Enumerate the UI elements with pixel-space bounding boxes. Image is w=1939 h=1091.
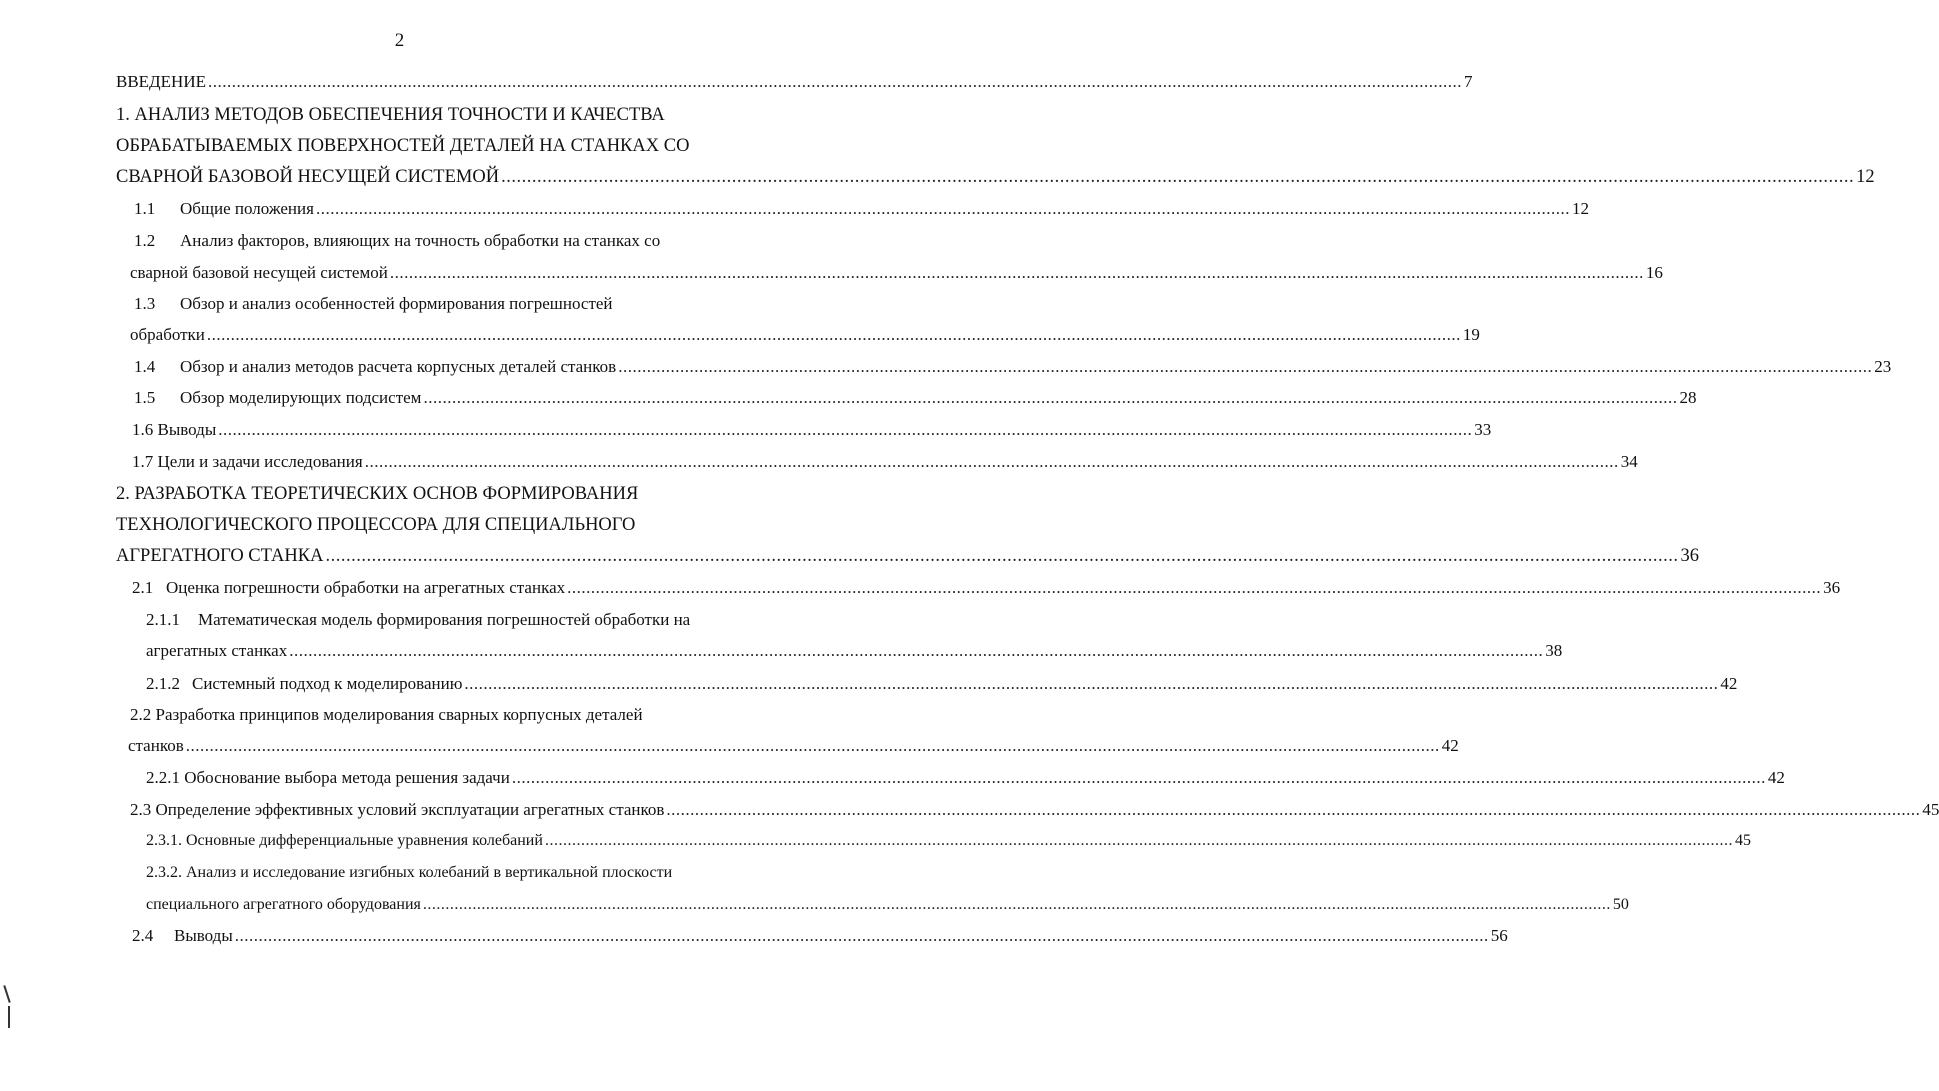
- toc-title: 2. РАЗРАБОТКА ТЕОРЕТИЧЕСКИХ ОСНОВ ФОРМИРОВАНИЯ: [116, 484, 639, 504]
- toc-leader: [316, 194, 1570, 224]
- toc-entry-1-2-line1: [134, 226, 761, 256]
- toc-title: обработки: [130, 325, 205, 344]
- toc-page: 7: [1463, 72, 1473, 91]
- toc-number: 1.2: [134, 231, 156, 250]
- toc-page: 42: [1441, 736, 1459, 755]
- toc-leader: [218, 415, 1472, 445]
- toc-page: 42: [1720, 674, 1738, 693]
- page-number: 2: [394, 30, 405, 51]
- toc-entry-2-1: [132, 573, 1841, 603]
- toc-number: 1.4: [134, 357, 156, 376]
- toc-entry-2-3-2-line1: [146, 858, 761, 888]
- toc-entry-1-6: [132, 415, 1492, 445]
- scan-artifact-mark: [8, 1006, 10, 1028]
- toc-title: ТЕХНОЛОГИЧЕСКОГО ПРОЦЕССОРА ДЛЯ СПЕЦИАЛЬНОГО: [116, 515, 636, 535]
- toc-leader: [208, 67, 1462, 97]
- toc-title: Обзор и анализ особенностей формирования погрешностей: [180, 294, 613, 313]
- toc-entry-1-2-line2: [130, 258, 1663, 288]
- toc-title: станков: [128, 736, 184, 755]
- toc-entry-2-3-2-line2: [146, 890, 1629, 920]
- toc-title: ОБРАБАТЫВАЕМЫХ ПОВЕРХНОСТЕЙ ДЕТАЛЕЙ НА СТАНКАХ СО: [116, 136, 690, 156]
- toc-title: СВАРНОЙ БАЗОВОЙ НЕСУЩЕЙ СИСТЕМОЙ: [116, 167, 500, 187]
- toc-leader: [545, 826, 1733, 856]
- toc-title: Анализ факторов, влияющих на точность обработки на станках со: [180, 231, 661, 250]
- toc-entry-2-2-1: [146, 763, 1785, 793]
- toc-title: агрегатных станках: [146, 641, 288, 660]
- toc-entry-chapter1-line2: [116, 131, 761, 161]
- toc-title: Оценка погрешности обработки на агрегатных станках: [166, 578, 566, 597]
- toc-entry-1-3-line1: [134, 289, 761, 319]
- toc-leader: [464, 669, 1718, 699]
- toc-entry-2-1-2: [146, 669, 1738, 699]
- toc-title: 2.3.1. Основные дифференциальные уравнения колебаний: [146, 832, 543, 849]
- toc-entry-2-3-1: [146, 826, 1751, 856]
- toc-title: 1.6 Выводы: [132, 420, 217, 439]
- toc-number: 2.4: [132, 926, 154, 945]
- toc-leader: [365, 447, 1619, 477]
- toc-entry-chapter1-line3: [116, 162, 1875, 192]
- toc-page: 19: [1462, 325, 1480, 344]
- toc-entry-2-1-1-line1: [146, 605, 761, 635]
- toc-page: 28: [1679, 388, 1697, 407]
- toc-leader: [618, 352, 1872, 382]
- toc-number: 1.5: [134, 388, 156, 407]
- toc-number: 1.3: [134, 294, 156, 313]
- toc-page: 42: [1767, 768, 1785, 787]
- toc-entry-chapter1-line1: [116, 100, 761, 130]
- toc-title: 1. АНАЛИЗ МЕТОДОВ ОБЕСПЕЧЕНИЯ ТОЧНОСТИ И КАЧЕСТВА: [116, 105, 665, 125]
- toc-page: 36: [1823, 578, 1841, 597]
- toc-title: Системный подход к моделированию: [192, 674, 463, 693]
- toc-leader: [666, 795, 1920, 825]
- toc-leader: [423, 383, 1677, 413]
- toc-entry-2-2-line1: [130, 700, 761, 730]
- toc-page: 45: [1922, 800, 1939, 819]
- toc-leader: [235, 921, 1489, 951]
- toc-entry-2-1-1-line2: [146, 636, 1563, 666]
- toc-title: Обзор и анализ методов расчета корпусных деталей станков: [180, 357, 617, 376]
- toc-entry-2-3: [130, 795, 1939, 825]
- scan-artifact-mark: [3, 985, 10, 1003]
- toc-page: 12: [1856, 167, 1875, 187]
- toc-leader: [325, 541, 1678, 571]
- toc-number: 2.1.1: [146, 610, 180, 629]
- toc-title: Обзор моделирующих подсистем: [180, 388, 422, 407]
- toc-page: 23: [1874, 357, 1892, 376]
- toc-entry-introduction: [116, 67, 1473, 97]
- toc-leader: [512, 763, 1766, 793]
- toc-title: АГРЕГАТНОГО СТАНКА: [116, 546, 324, 566]
- toc-page: 38: [1545, 641, 1563, 660]
- toc-entry-1-7: [132, 447, 1638, 477]
- toc-title: 2.2.1 Обоснование выбора метода решения задачи: [146, 768, 510, 787]
- toc-title: Общие положения: [180, 199, 314, 218]
- toc-title: 2.3.2. Анализ и исследование изгибных колебаний в вертикальной плоскости: [146, 864, 673, 881]
- toc-leader: [567, 573, 1821, 603]
- toc-page: 34: [1620, 452, 1638, 471]
- toc-page: 33: [1474, 420, 1492, 439]
- toc-page: 36: [1680, 546, 1699, 566]
- toc-leader: [501, 162, 1854, 192]
- toc-title: 2.2 Разработка принципов моделирования сварных корпусных деталей: [130, 705, 643, 724]
- toc-number: 2.1.2: [146, 674, 180, 693]
- toc-page: 50: [1612, 896, 1629, 913]
- toc-entry-1-3-line2: [130, 320, 1480, 350]
- toc-leader: [423, 890, 1611, 920]
- toc-entry-2-2-line2: [128, 731, 1459, 761]
- toc-entry-2-4: [132, 921, 1508, 951]
- toc-title: 1.7 Цели и задачи исследования: [132, 452, 363, 471]
- toc-leader: [207, 320, 1461, 350]
- toc-entry-chapter2-line1: [116, 479, 761, 509]
- toc-leader: [289, 636, 1543, 666]
- toc-page: 56: [1490, 926, 1508, 945]
- toc-title: ВВЕДЕНИЕ: [116, 72, 206, 91]
- toc-title: Выводы: [174, 926, 233, 945]
- toc-entry-1-1: [134, 194, 1589, 224]
- toc-entry-1-4: [134, 352, 1892, 382]
- toc-title: Математическая модель формирования погрешностей обработки на: [198, 610, 691, 629]
- toc-leader: [186, 731, 1440, 761]
- toc-page: 16: [1645, 263, 1663, 282]
- toc-entry-chapter2-line2: [116, 510, 761, 540]
- toc-title: 2.3 Определение эффективных условий эксплуатации агрегатных станков: [130, 800, 665, 819]
- toc-entry-1-5: [134, 383, 1697, 413]
- toc-entry-chapter2-line3: [116, 541, 1699, 571]
- toc-leader: [390, 258, 1644, 288]
- toc-title: сварной базовой несущей системой: [130, 263, 388, 282]
- toc-number: 2.1: [132, 578, 154, 597]
- toc-number: 1.1: [134, 199, 156, 218]
- toc-page: 45: [1734, 832, 1751, 849]
- toc-title: специального агрегатного оборудования: [146, 896, 421, 913]
- toc-page: 12: [1571, 199, 1589, 218]
